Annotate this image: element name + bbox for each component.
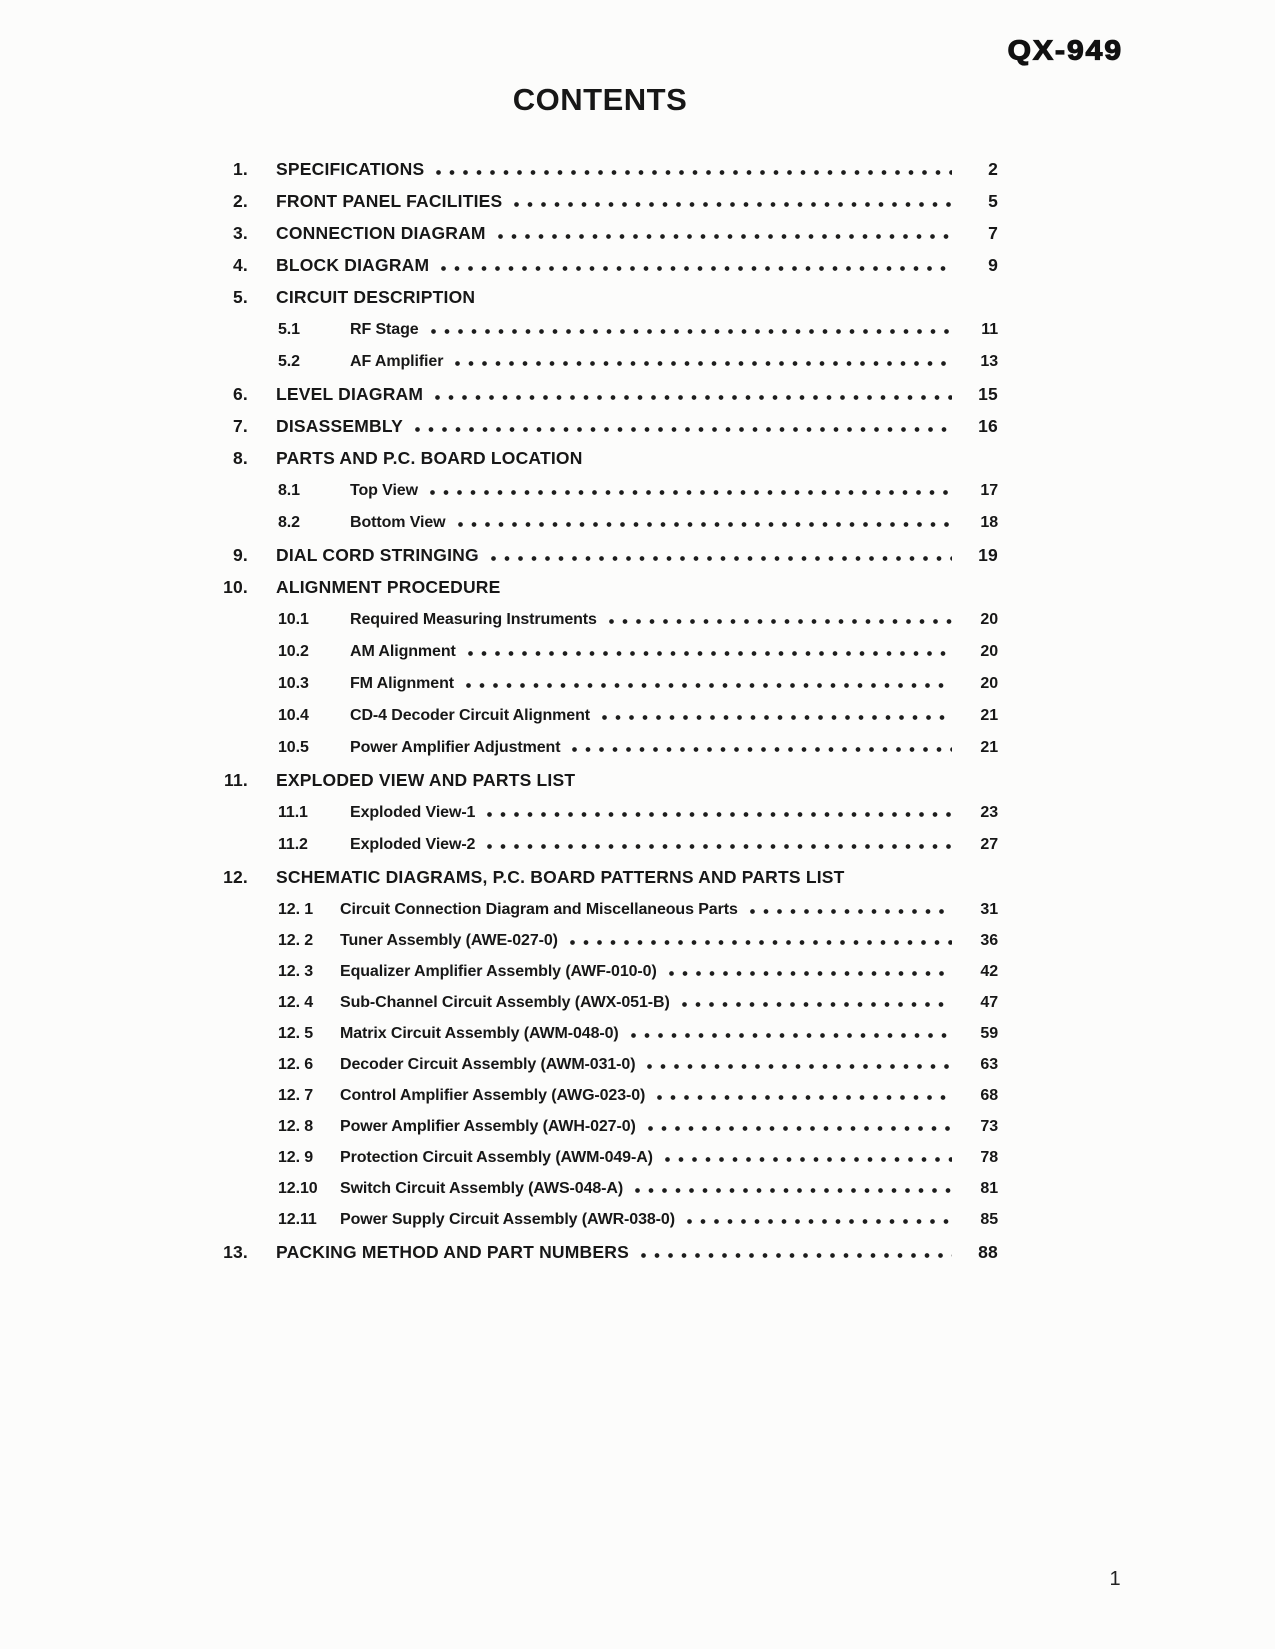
entry-number: 4. — [233, 255, 248, 275]
entry-number: 12. 7 — [278, 1087, 314, 1104]
entry-number: 12. 2 — [278, 932, 314, 949]
entry-number: 7. — [233, 416, 248, 436]
entry-label: DIAL CORD STRINGING — [276, 545, 479, 565]
entry-number: 9. — [233, 545, 248, 565]
entry-number: 13. — [223, 1242, 248, 1262]
entry-label: SCHEMATIC DIAGRAMS, P.C. BOARD PATTERNS AND PARTS LIST — [276, 867, 845, 887]
dot-leader — [602, 715, 952, 720]
entry-label: LEVEL DIAGRAM — [276, 384, 424, 404]
entry-label: CIRCUIT DESCRIPTION — [276, 287, 476, 307]
entry-number: 10.3 — [278, 675, 309, 692]
toc-entry — [278, 833, 998, 856]
entry-label: BLOCK DIAGRAM — [276, 255, 430, 275]
dot-leader — [458, 522, 952, 527]
toc-entry — [278, 704, 998, 727]
dot-leader — [682, 1002, 952, 1007]
entry-page: 42 — [980, 963, 998, 980]
toc-entry — [278, 1146, 998, 1169]
entry-label: Bottom View — [350, 514, 446, 531]
toc-entry — [278, 736, 998, 759]
entry-label: Top View — [350, 482, 418, 499]
toc-section-heading — [198, 769, 998, 792]
dot-leader — [487, 812, 952, 817]
entry-number: 10.4 — [278, 707, 309, 724]
toc-section-heading — [198, 866, 998, 889]
toc-entry — [278, 1022, 998, 1045]
entry-page: 17 — [980, 482, 998, 499]
toc-entry — [278, 898, 998, 921]
entry-label: FM Alignment — [350, 675, 454, 692]
dot-leader — [466, 683, 952, 688]
dot-leader — [455, 361, 952, 366]
entry-label: Power Amplifier Assembly (AWH-027-0) — [340, 1118, 636, 1135]
toc-entry — [198, 415, 998, 438]
entry-page: 31 — [980, 901, 998, 918]
dot-leader — [441, 266, 952, 271]
dot-leader — [647, 1064, 952, 1069]
dot-leader — [436, 170, 952, 175]
entry-label: EXPLODED VIEW AND PARTS LIST — [276, 770, 576, 790]
entry-page: 5 — [988, 191, 998, 211]
toc-entry — [278, 511, 998, 534]
entry-page: 27 — [980, 836, 998, 853]
dot-leader — [665, 1157, 952, 1162]
entry-page: 81 — [980, 1180, 998, 1197]
dot-leader — [631, 1033, 952, 1038]
entry-number: 6. — [233, 384, 248, 404]
dot-leader — [641, 1253, 952, 1258]
entry-page: 36 — [980, 932, 998, 949]
entry-label: FRONT PANEL FACILITIES — [276, 191, 503, 211]
dot-leader — [491, 556, 952, 561]
entry-number: 8.1 — [278, 482, 300, 499]
dot-leader — [415, 427, 952, 432]
entry-number: 2. — [233, 191, 248, 211]
entry-label: ALIGNMENT PROCEDURE — [276, 577, 501, 597]
entry-page: 21 — [980, 707, 998, 724]
toc-section-heading — [198, 576, 998, 599]
entry-page: 15 — [978, 384, 998, 404]
entry-page: 19 — [978, 545, 998, 565]
toc-entry — [278, 608, 998, 631]
toc-entry — [198, 544, 998, 567]
entry-label: CONNECTION DIAGRAM — [276, 223, 486, 243]
entry-label: PARTS AND P.C. BOARD LOCATION — [276, 448, 583, 468]
toc-entry — [278, 1177, 998, 1200]
entry-label: DISASSEMBLY — [276, 416, 403, 436]
toc-entry — [198, 1241, 998, 1264]
dot-leader — [498, 234, 952, 239]
entry-label: AF Amplifier — [350, 353, 444, 370]
dot-leader — [572, 747, 952, 752]
toc-entry — [278, 350, 998, 373]
entry-label: CD-4 Decoder Circuit Alignment — [350, 707, 590, 724]
entry-number: 11.1 — [278, 804, 308, 821]
dot-leader — [648, 1126, 952, 1131]
entry-page: 7 — [988, 223, 998, 243]
entry-label: Control Amplifier Assembly (AWG-023-0) — [340, 1087, 646, 1104]
entry-label: AM Alignment — [350, 643, 456, 660]
page-title: CONTENTS — [512, 82, 688, 117]
entry-label: Exploded View-2 — [350, 836, 476, 853]
entry-number: 12. 9 — [278, 1149, 314, 1166]
entry-label: Power Supply Circuit Assembly (AWR-038-0) — [340, 1211, 675, 1228]
entry-number: 12.11 — [278, 1211, 317, 1228]
entry-page: 85 — [980, 1211, 998, 1228]
entry-number: 3. — [233, 223, 248, 243]
entry-label: SPECIFICATIONS — [276, 159, 425, 179]
entry-page: 68 — [980, 1087, 998, 1104]
entry-number: 10.5 — [278, 739, 309, 756]
entry-number: 12. 3 — [278, 963, 314, 980]
dot-leader — [657, 1095, 952, 1100]
dot-leader — [468, 651, 952, 656]
entry-label: RF Stage — [350, 321, 419, 338]
entry-page: 16 — [978, 416, 998, 436]
entry-label: Required Measuring Instruments — [350, 611, 597, 628]
entry-number: 12. 5 — [278, 1025, 314, 1042]
dot-leader — [669, 971, 952, 976]
entry-page: 20 — [980, 611, 998, 628]
toc-entry — [198, 254, 998, 277]
toc-entry — [278, 991, 998, 1014]
dot-leader — [487, 844, 952, 849]
entry-label: Decoder Circuit Assembly (AWM-031-0) — [340, 1056, 636, 1073]
entry-page: 78 — [980, 1149, 998, 1166]
entry-page: 63 — [980, 1056, 998, 1073]
entry-number: 10. — [223, 577, 248, 597]
model-logo: QX-949 — [1007, 35, 1123, 66]
toc-entry — [278, 479, 998, 502]
toc-entry — [198, 190, 998, 213]
entry-page: 73 — [980, 1118, 998, 1135]
entry-page: 47 — [980, 994, 998, 1011]
entry-page: 18 — [980, 514, 998, 531]
entry-number: 10.1 — [278, 611, 309, 628]
dot-leader — [435, 395, 952, 400]
dot-leader — [687, 1219, 952, 1224]
entry-number: 5. — [233, 287, 248, 307]
entry-label: Switch Circuit Assembly (AWS-048-A) — [340, 1180, 624, 1197]
entry-page: 20 — [980, 643, 998, 660]
entry-number: 5.1 — [278, 321, 300, 338]
toc-entry — [278, 960, 998, 983]
entry-label: Equalizer Amplifier Assembly (AWF-010-0) — [340, 963, 657, 980]
entry-page: 13 — [980, 353, 998, 370]
toc-entry — [278, 1208, 998, 1231]
entry-page: 88 — [978, 1242, 998, 1262]
dot-leader — [570, 940, 952, 945]
dot-leader — [430, 490, 952, 495]
toc-entry — [198, 158, 998, 181]
entry-number: 8.2 — [278, 514, 300, 531]
entry-number: 12. — [223, 867, 248, 887]
toc-entry — [198, 383, 998, 406]
entry-page: 11 — [981, 321, 998, 338]
entry-page: 20 — [980, 675, 998, 692]
dot-leader — [609, 619, 952, 624]
entry-page: 9 — [988, 255, 998, 275]
toc-entry — [278, 1115, 998, 1138]
footer-page-number: 1 — [1109, 1568, 1121, 1590]
toc-section-heading — [198, 447, 998, 470]
toc-section-heading — [198, 286, 998, 309]
dot-leader — [635, 1188, 952, 1193]
entry-number: 12. 1 — [278, 901, 314, 918]
dot-leader — [514, 202, 952, 207]
toc-entry — [278, 672, 998, 695]
entry-label: Power Amplifier Adjustment — [350, 739, 561, 756]
entry-label: Protection Circuit Assembly (AWM-049-A) — [340, 1149, 653, 1166]
entry-number: 12. 4 — [278, 994, 314, 1011]
entry-label: Matrix Circuit Assembly (AWM-048-0) — [340, 1025, 619, 1042]
entry-label: Sub-Channel Circuit Assembly (AWX-051-B) — [340, 994, 670, 1011]
toc-entry — [278, 801, 998, 824]
toc-entry — [278, 640, 998, 663]
entry-number: 5.2 — [278, 353, 300, 370]
toc-entry — [278, 929, 998, 952]
entry-label: Circuit Connection Diagram and Miscellaneous Parts — [340, 901, 738, 918]
entry-number: 1. — [233, 159, 248, 179]
entry-number: 12. 8 — [278, 1118, 314, 1135]
entry-number: 12. 6 — [278, 1056, 314, 1073]
entry-label: Exploded View-1 — [350, 804, 476, 821]
entry-page: 59 — [980, 1025, 998, 1042]
entry-number: 12.10 — [278, 1180, 318, 1197]
entry-number: 8. — [233, 448, 248, 468]
entry-number: 11. — [224, 770, 248, 790]
toc-list — [198, 158, 998, 1273]
entry-number: 11.2 — [278, 836, 308, 853]
entry-page: 23 — [980, 804, 998, 821]
toc-entry — [198, 222, 998, 245]
entry-page: 2 — [988, 159, 998, 179]
toc-entry — [278, 1084, 998, 1107]
toc-entry — [278, 1053, 998, 1076]
toc-entry — [278, 318, 998, 341]
entry-number: 10.2 — [278, 643, 309, 660]
entry-page: 21 — [980, 739, 998, 756]
entry-label: PACKING METHOD AND PART NUMBERS — [276, 1242, 629, 1262]
dot-leader — [750, 909, 952, 914]
dot-leader — [431, 329, 952, 334]
entry-label: Tuner Assembly (AWE-027-0) — [340, 932, 558, 949]
